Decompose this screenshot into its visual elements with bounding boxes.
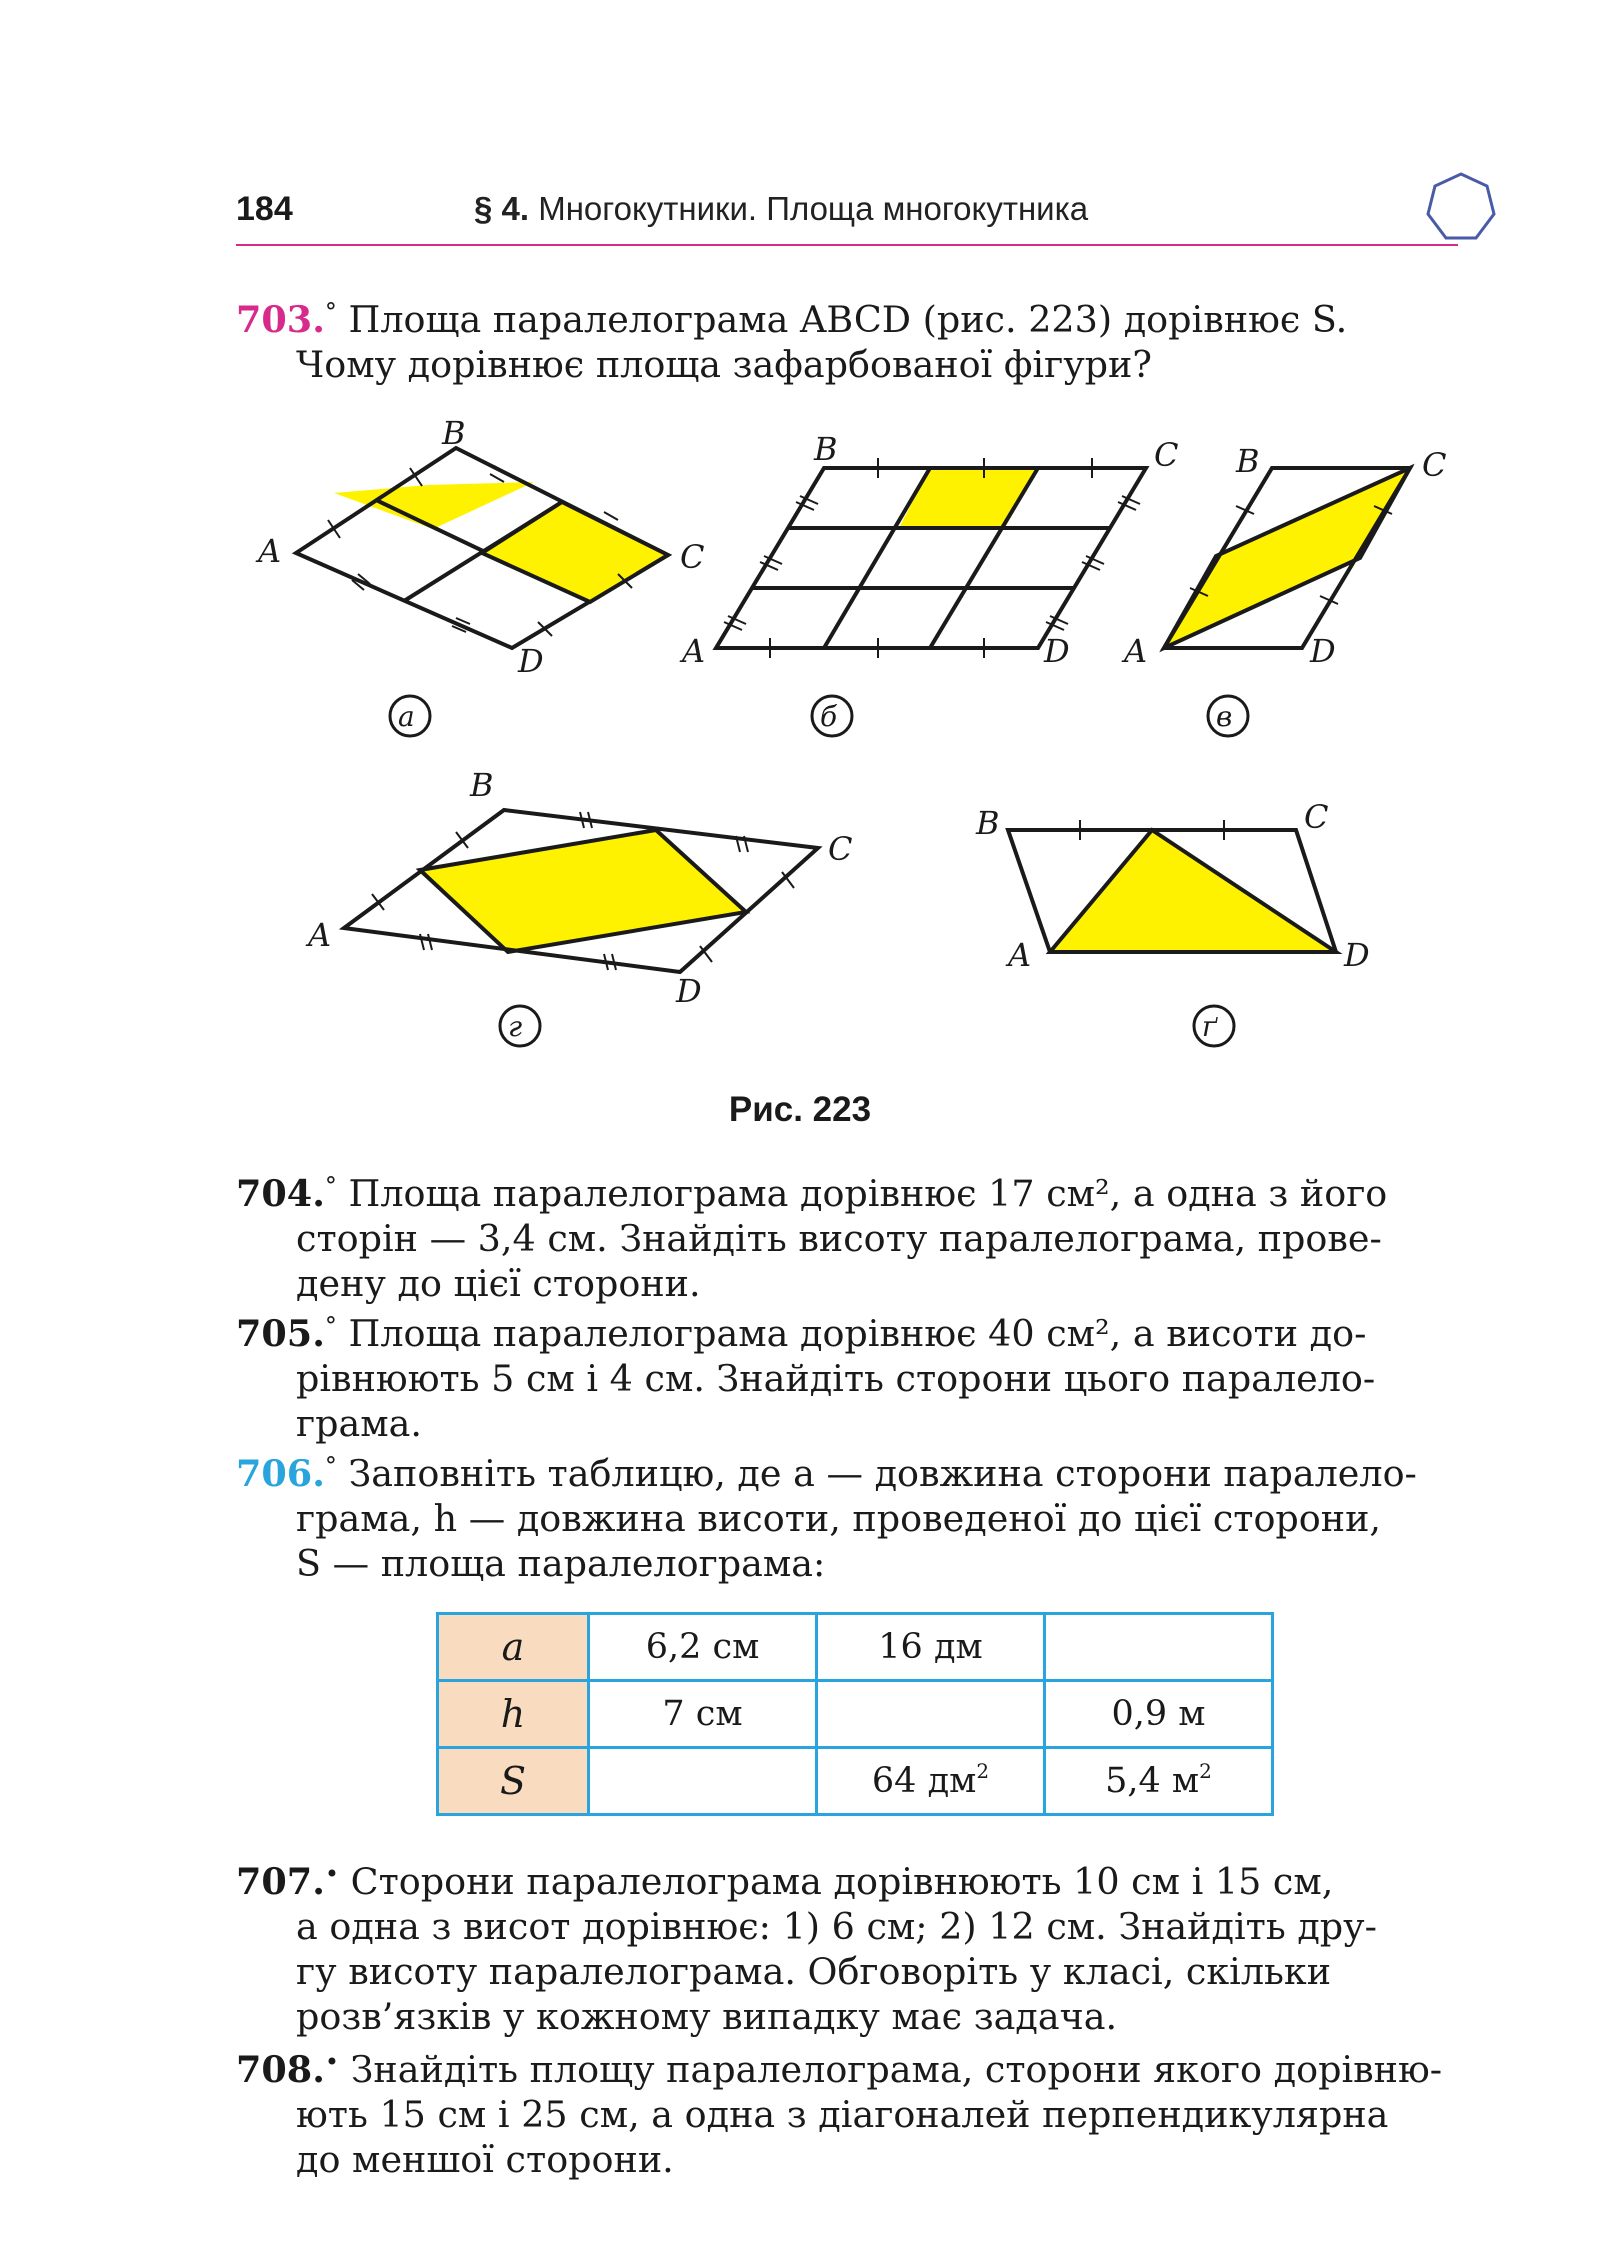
subfigure-label-ge: ґ xyxy=(1202,1010,1217,1043)
table-row xyxy=(438,1614,1273,1681)
figure-223 xyxy=(236,400,1536,1070)
table-cell xyxy=(1045,1614,1273,1681)
subfigure-label-g: г xyxy=(508,1010,523,1043)
problem-708 xyxy=(236,2040,1466,2182)
heptagon-icon xyxy=(1420,168,1502,250)
problem-number: 705. xyxy=(236,1312,325,1355)
problem-number: 706. xyxy=(236,1452,325,1495)
problem-number: 703. xyxy=(236,298,325,341)
problem-707 xyxy=(236,1852,1466,2039)
table-cell xyxy=(589,1748,817,1815)
difficulty-mark: ° xyxy=(324,1172,337,1200)
svg-text:A: A xyxy=(258,532,282,570)
section-title xyxy=(474,190,1088,228)
figure-caption: Рис. 223 xyxy=(728,1090,872,1129)
parallelogram-table xyxy=(436,1612,1274,1816)
section-title-text: Многокутники. Площа многокутника xyxy=(538,190,1089,227)
subfigure-b xyxy=(679,430,1178,736)
problem-text: S — площа паралелограма: xyxy=(296,1542,826,1585)
difficulty-mark: • xyxy=(324,1860,340,1888)
problem-text: Чому дорівнює площа зафарбованої фігури? xyxy=(296,343,1152,386)
svg-text:A: A xyxy=(1124,632,1148,670)
problem-text: дену до цієї сторони. xyxy=(296,1262,701,1305)
table-cell: 7 см xyxy=(589,1681,817,1748)
difficulty-mark: ° xyxy=(324,1452,337,1480)
svg-text:B: B xyxy=(814,430,838,468)
problem-text: а одна з висот дорівнює: 1) 6 см; 2) 12 см. Знайдіть дру- xyxy=(296,1905,1377,1948)
svg-text:B: B xyxy=(470,766,494,804)
problem-text: ють 15 см і 25 см, а одна з діагоналей перпендикулярна xyxy=(296,2093,1389,2136)
subfigure-ge xyxy=(975,798,1370,1046)
svg-text:B: B xyxy=(442,414,466,452)
subfigure-label-b: б xyxy=(820,700,838,733)
problem-705 xyxy=(236,1304,1466,1446)
difficulty-mark: ° xyxy=(324,298,337,326)
problem-text: грама. xyxy=(296,1402,423,1445)
problem-text: гу висоту паралелограма. Обговоріть у класі, скільки xyxy=(296,1950,1332,1993)
page-number: 184 xyxy=(236,190,293,228)
page-header xyxy=(236,186,1466,242)
header-rule xyxy=(236,244,1458,246)
svg-text:C: C xyxy=(828,830,853,868)
problem-number: 708. xyxy=(236,2048,325,2091)
table-row xyxy=(438,1681,1273,1748)
svg-text:C: C xyxy=(1304,798,1329,836)
problem-text: розв’язків у кожному випадку має задача. xyxy=(296,1995,1118,2038)
table-cell: 16 дм xyxy=(817,1614,1045,1681)
table-cell: 5,4 $м^2$ xyxy=(1045,1748,1273,1815)
difficulty-mark: ° xyxy=(324,1312,337,1340)
problem-704 xyxy=(236,1164,1466,1306)
table-cell xyxy=(817,1681,1045,1748)
subfigure-g xyxy=(305,766,852,1046)
subfigure-v xyxy=(1121,442,1446,736)
problem-text: рівнюють 5 см і 4 см. Знайдіть сторони цього паралело- xyxy=(296,1357,1376,1400)
subfigure-label-v: в xyxy=(1216,700,1233,733)
svg-text:D: D xyxy=(676,972,702,1010)
problem-text: Сторони паралелограма дорівнюють 10 см і 15 см, xyxy=(350,1860,1334,1903)
svg-text:A: A xyxy=(1008,936,1032,974)
problem-706 xyxy=(236,1444,1466,1586)
svg-text:B: B xyxy=(976,804,1000,842)
svg-text:D: D xyxy=(1310,632,1336,670)
subfigure-a xyxy=(255,414,704,736)
svg-text:B: B xyxy=(1236,442,1260,480)
svg-text:C: C xyxy=(1422,446,1447,484)
table-cell: 0,9 м xyxy=(1045,1681,1273,1748)
section-label: § 4. xyxy=(474,190,530,227)
svg-text:A: A xyxy=(308,916,332,954)
svg-text:D: D xyxy=(1044,632,1070,670)
problem-text: Площа паралелограма дорівнює 40 см², а висоти до- xyxy=(348,1312,1367,1355)
problem-text: сторін — 3,4 см. Знайдіть висоту паралелограма, прове- xyxy=(296,1217,1382,1260)
difficulty-mark: • xyxy=(324,2048,340,2076)
svg-text:A: A xyxy=(682,632,706,670)
problem-text: Площа паралелограма ABCD (рис. 223) дорівнює S. xyxy=(348,298,1348,341)
row-header: h xyxy=(438,1681,589,1748)
table-row xyxy=(438,1748,1273,1815)
table-cell: 6,2 см xyxy=(589,1614,817,1681)
problem-number: 704. xyxy=(236,1172,325,1215)
row-header: S xyxy=(438,1748,589,1815)
svg-text:D: D xyxy=(518,642,544,680)
problem-text: Заповніть таблицю, де a — довжина сторони паралело- xyxy=(348,1452,1417,1495)
problem-703 xyxy=(236,290,1466,387)
problem-number: 707. xyxy=(236,1860,325,1903)
problem-text: Знайдіть площу паралелограма, сторони якого дорівню- xyxy=(350,2048,1443,2091)
subfigure-label-a: а xyxy=(398,700,415,733)
svg-text:C: C xyxy=(680,538,705,576)
table-cell: 64 $дм^2$ xyxy=(817,1748,1045,1815)
problem-text: грама, h — довжина висоти, проведеної до цієї сторони, xyxy=(296,1497,1382,1540)
row-header: a xyxy=(438,1614,589,1681)
problem-text: Площа паралелограма дорівнює 17 см², а одна з його xyxy=(348,1172,1388,1215)
svg-text:D: D xyxy=(1344,936,1370,974)
svg-text:C: C xyxy=(1154,436,1179,474)
problem-text: до меншої сторони. xyxy=(296,2138,674,2181)
